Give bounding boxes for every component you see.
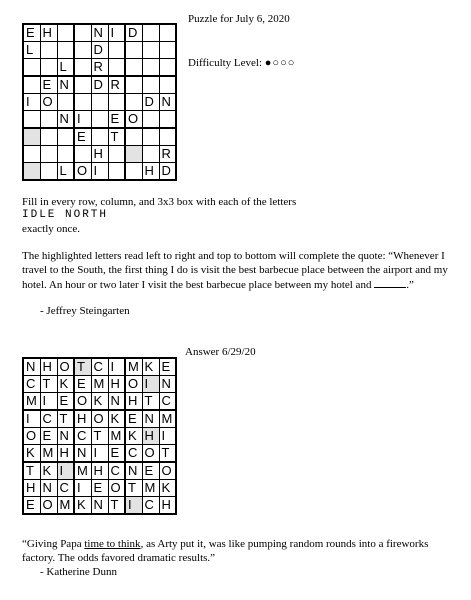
answer-row — [23, 358, 176, 376]
answer-cell: I — [23, 410, 40, 428]
answer-cell: M — [40, 445, 57, 463]
answer-cell: O — [74, 393, 91, 411]
puzzle-cell[interactable]: O — [125, 111, 142, 129]
puzzle-cell[interactable]: R — [108, 76, 125, 94]
puzzle-cell[interactable]: E — [108, 111, 125, 129]
difficulty-label: Difficulty Level: — [188, 57, 263, 69]
answer-cell: T — [91, 428, 108, 445]
answer-cell: T — [142, 393, 159, 411]
answer-cell: M — [159, 410, 176, 428]
answer-cell: I — [125, 497, 142, 515]
puzzle-cell[interactable] — [142, 146, 159, 163]
puzzle-cell[interactable]: N — [57, 111, 74, 129]
answer-cell: M — [23, 393, 40, 411]
answer-cell: I — [108, 358, 125, 376]
answer-row — [23, 410, 176, 428]
answer-cell: K — [23, 445, 40, 463]
puzzle-cell[interactable] — [23, 76, 40, 94]
puzzle-cell[interactable] — [23, 128, 40, 146]
answer-cell: N — [142, 410, 159, 428]
puzzle-cell[interactable]: D — [91, 76, 108, 94]
answer-cell: H — [159, 497, 176, 515]
puzzle-cell[interactable]: E — [40, 76, 57, 94]
puzzle-cell[interactable]: N — [159, 94, 176, 111]
answer-row — [23, 428, 176, 445]
puzzle-cell[interactable] — [159, 42, 176, 59]
puzzle-cell[interactable] — [57, 146, 74, 163]
answer-cell: H — [57, 445, 74, 463]
puzzle-cell[interactable]: H — [40, 24, 57, 42]
answer-cell: E — [57, 393, 74, 411]
puzzle-cell[interactable] — [23, 111, 40, 129]
answer-cell: N — [74, 445, 91, 463]
puzzle-cell[interactable] — [125, 76, 142, 94]
quote-hint — [22, 249, 452, 292]
puzzle-row — [23, 146, 176, 163]
puzzle-cell[interactable] — [159, 111, 176, 129]
answer-cell: K — [142, 358, 159, 376]
answer-cell: E — [23, 497, 40, 515]
puzzle-row — [23, 128, 176, 146]
closing-quote — [22, 537, 452, 565]
answer-cell: T — [40, 376, 57, 393]
puzzle-cell[interactable] — [108, 59, 125, 77]
puzzle-cell[interactable]: D — [142, 94, 159, 111]
puzzle-cell[interactable] — [40, 146, 57, 163]
puzzle-cell[interactable]: N — [57, 76, 74, 94]
puzzle-cell[interactable]: D — [125, 24, 142, 42]
puzzle-cell[interactable]: L — [57, 163, 74, 181]
puzzle-cell[interactable] — [40, 128, 57, 146]
hint-text: The highlighted letters read left to right and top to bottom will complete the quote: “Whenever I travel to the South, the first thing I do is visit the best barbecue place between the airport and my hotel. An hour or two later I visit the best barbecue place between my hotel and — [22, 250, 448, 291]
answer-cell: O — [91, 410, 108, 428]
puzzle-cell[interactable] — [159, 128, 176, 146]
answer-cell: E — [159, 358, 176, 376]
attribution-1: - Jeffrey Steingarten — [40, 305, 130, 317]
answer-cell: N — [125, 462, 142, 480]
answer-cell: C — [40, 410, 57, 428]
puzzle-cell[interactable]: R — [91, 59, 108, 77]
answer-cell: N — [91, 497, 108, 515]
puzzle-cell[interactable] — [108, 94, 125, 111]
answer-cell: K — [125, 428, 142, 445]
puzzle-cell[interactable] — [57, 42, 74, 59]
puzzle-cell[interactable] — [142, 42, 159, 59]
answer-cell: E — [74, 376, 91, 393]
puzzle-cell[interactable] — [74, 24, 91, 42]
puzzle-cell[interactable] — [74, 42, 91, 59]
puzzle-cell[interactable] — [125, 146, 142, 163]
answer-cell: C — [125, 445, 142, 463]
puzzle-cell[interactable] — [142, 111, 159, 129]
puzzle-cell[interactable]: H — [91, 146, 108, 163]
puzzle-cell[interactable]: N — [91, 24, 108, 42]
answer-cell: T — [159, 445, 176, 463]
answer-cell: I — [91, 445, 108, 463]
answer-grid — [22, 357, 177, 515]
answer-cell: M — [108, 428, 125, 445]
puzzle-cell[interactable] — [40, 111, 57, 129]
puzzle-cell[interactable] — [40, 42, 57, 59]
answer-cell: T — [74, 358, 91, 376]
answer-cell: T — [57, 410, 74, 428]
puzzle-cell[interactable] — [40, 163, 57, 181]
puzzle-cell[interactable] — [108, 42, 125, 59]
puzzle-cell[interactable] — [142, 24, 159, 42]
puzzle-cell[interactable] — [142, 59, 159, 77]
answer-cell: C — [91, 358, 108, 376]
quote-blank — [374, 277, 406, 288]
answer-cell: C — [159, 393, 176, 411]
answer-row — [23, 497, 176, 515]
puzzle-row — [23, 42, 176, 59]
answer-cell: O — [108, 480, 125, 497]
puzzle-cell[interactable] — [74, 76, 91, 94]
answer-cell: O — [40, 497, 57, 515]
puzzle-cell[interactable] — [40, 59, 57, 77]
answer-cell: E — [142, 462, 159, 480]
puzzle-cell[interactable]: L — [57, 59, 74, 77]
answer-cell: H — [91, 462, 108, 480]
puzzle-grid — [22, 23, 177, 181]
puzzle-cell[interactable] — [125, 94, 142, 111]
puzzle-cell[interactable]: D — [91, 42, 108, 59]
answer-cell: C — [142, 497, 159, 515]
puzzle-cell[interactable] — [142, 128, 159, 146]
puzzle-cell[interactable] — [74, 94, 91, 111]
answer-cell: H — [142, 428, 159, 445]
answer-cell: E — [125, 410, 142, 428]
puzzle-letters: IDLE NORTH — [22, 209, 109, 221]
answer-cell: N — [108, 393, 125, 411]
difficulty-level — [188, 56, 295, 70]
answer-cell: M — [91, 376, 108, 393]
answer-cell: M — [74, 462, 91, 480]
answer-cell: I — [142, 376, 159, 393]
puzzle-cell[interactable]: I — [74, 111, 91, 129]
puzzle-cell[interactable] — [108, 146, 125, 163]
puzzle-cell[interactable] — [57, 94, 74, 111]
puzzle-cell[interactable]: O — [40, 94, 57, 111]
answer-cell: T — [23, 462, 40, 480]
puzzle-cell[interactable] — [57, 128, 74, 146]
answer-cell: C — [57, 480, 74, 497]
puzzle-cell[interactable]: I — [91, 163, 108, 181]
answer-cell: N — [40, 480, 57, 497]
answer-cell: O — [125, 376, 142, 393]
puzzle-row — [23, 24, 176, 42]
puzzle-cell[interactable]: E — [23, 24, 40, 42]
answer-cell: H — [74, 410, 91, 428]
answer-cell: K — [57, 376, 74, 393]
puzzle-cell[interactable] — [91, 111, 108, 129]
answer-cell: H — [40, 358, 57, 376]
puzzle-cell[interactable] — [125, 42, 142, 59]
answer-cell: T — [108, 497, 125, 515]
puzzle-cell[interactable] — [57, 24, 74, 42]
answer-cell: M — [125, 358, 142, 376]
answer-cell: K — [91, 393, 108, 411]
puzzle-cell[interactable]: O — [74, 163, 91, 181]
puzzle-cell[interactable] — [125, 59, 142, 77]
puzzle-cell[interactable] — [74, 146, 91, 163]
answer-cell: N — [159, 376, 176, 393]
puzzle-cell[interactable]: I — [108, 24, 125, 42]
puzzle-cell[interactable] — [159, 24, 176, 42]
answer-cell: C — [23, 376, 40, 393]
puzzle-cell[interactable]: I — [23, 94, 40, 111]
puzzle-cell[interactable] — [23, 163, 40, 181]
puzzle-cell[interactable]: T — [108, 128, 125, 146]
puzzle-cell[interactable] — [108, 163, 125, 181]
answer-cell: O — [23, 428, 40, 445]
answer-cell: C — [108, 462, 125, 480]
answer-row — [23, 462, 176, 480]
puzzle-cell[interactable] — [91, 128, 108, 146]
answer-cell: E — [91, 480, 108, 497]
puzzle-cell[interactable] — [74, 59, 91, 77]
quote2-start: “Giving Papa — [22, 538, 85, 550]
answer-cell: I — [57, 462, 74, 480]
quote2-underlined: time to think — [84, 538, 141, 550]
answer-cell: M — [57, 497, 74, 515]
puzzle-cell[interactable]: H — [142, 163, 159, 181]
answer-cell: E — [108, 445, 125, 463]
answer-cell: H — [23, 480, 40, 497]
answer-cell: C — [74, 428, 91, 445]
puzzle-cell[interactable] — [159, 59, 176, 77]
instruction-text: Fill in every row, column, and 3x3 box with each of the letters — [22, 196, 297, 208]
puzzle-cell[interactable] — [23, 146, 40, 163]
answer-row — [23, 393, 176, 411]
puzzle-cell[interactable] — [125, 128, 142, 146]
answer-cell: K — [159, 480, 176, 497]
puzzle-cell[interactable]: R — [159, 146, 176, 163]
puzzle-cell[interactable]: D — [159, 163, 176, 181]
answer-title: Answer 6/29/20 — [185, 346, 256, 358]
answer-row — [23, 376, 176, 393]
difficulty-dots: ●○○○ — [264, 57, 296, 69]
answer-cell: E — [40, 428, 57, 445]
answer-cell: O — [142, 445, 159, 463]
answer-cell: K — [74, 497, 91, 515]
instruction-once: exactly once. — [22, 223, 81, 235]
puzzle-cell[interactable] — [125, 163, 142, 181]
puzzle-cell[interactable]: L — [23, 42, 40, 59]
answer-row — [23, 445, 176, 463]
puzzle-cell[interactable] — [23, 59, 40, 77]
puzzle-row — [23, 163, 176, 181]
answer-cell: I — [159, 428, 176, 445]
answer-cell: I — [74, 480, 91, 497]
answer-cell: I — [40, 393, 57, 411]
puzzle-row — [23, 111, 176, 129]
answer-row — [23, 480, 176, 497]
quote2-end: , as Arty put it, was like pumping random rounds into a fireworks factory. The odds favored dramatic results.” — [22, 538, 429, 564]
answer-cell: T — [125, 480, 142, 497]
answer-cell: H — [108, 376, 125, 393]
answer-cell: M — [142, 480, 159, 497]
puzzle-cell[interactable] — [142, 76, 159, 94]
hint-end: .” — [406, 279, 414, 291]
attribution-2: - Katherine Dunn — [40, 566, 117, 578]
puzzle-row — [23, 76, 176, 94]
answer-cell: O — [159, 462, 176, 480]
answer-cell: O — [57, 358, 74, 376]
answer-cell: K — [40, 462, 57, 480]
puzzle-cell[interactable]: E — [74, 128, 91, 146]
puzzle-title: Puzzle for July 6, 2020 — [188, 13, 290, 25]
answer-cell: N — [23, 358, 40, 376]
answer-cell: K — [108, 410, 125, 428]
puzzle-cell[interactable] — [159, 76, 176, 94]
answer-cell: H — [125, 393, 142, 411]
answer-cell: N — [57, 428, 74, 445]
puzzle-row — [23, 59, 176, 77]
puzzle-cell[interactable] — [91, 94, 108, 111]
puzzle-row — [23, 94, 176, 111]
